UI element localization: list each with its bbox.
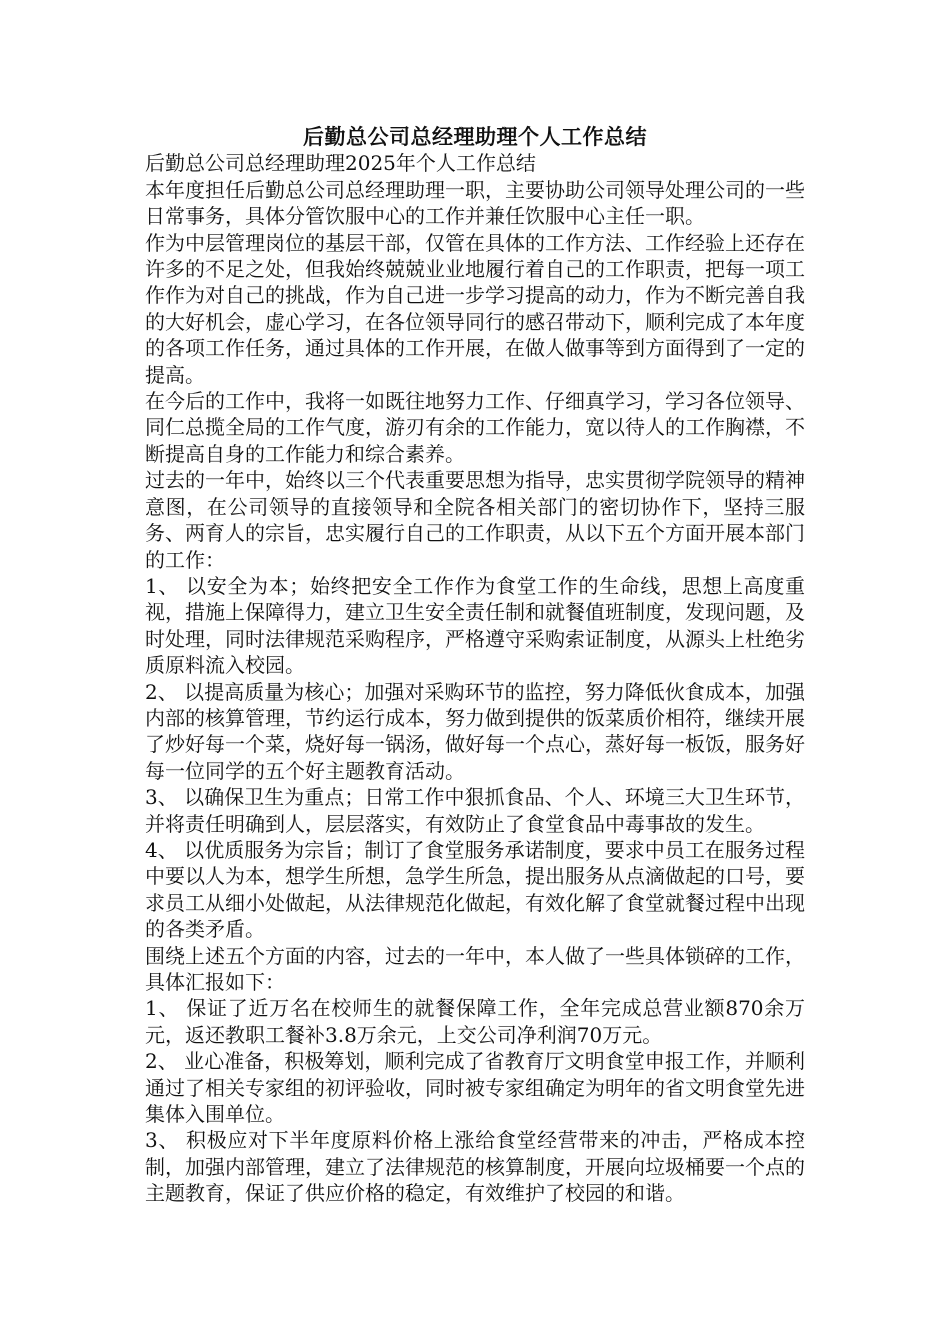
list-item-hygiene: 3、 以确保卫生为重点；日常工作中狠抓食品、个人、环境三大卫生环节，并将责任明确到人，层层落实，有效防止了食堂食品中毒事故的发生。 [145,785,805,836]
document-body [145,124,805,1207]
report-item-cost-control: 3、 积极应对下半年度原料价格上涨给食堂经营带来的冲击，严格成本控制，加强内部管理，建立了法律规范的核算制度，开展向垃圾桶要一个点的主题教育，保证了供应价格的稳定，有效维护了校园的和谐。 [145,1128,805,1206]
paragraph-intro: 本年度担任后勤总公司总经理助理一职，主要协助公司领导处理公司的一些日常事务，具体分管饮服中心的工作并兼任饮服中心主任一职。 [145,177,805,229]
list-item-safety: 1、 以安全为本；始终把安全工作作为食堂工作的生命线，思想上高度重视，措施上保障得力，建立卫生安全责任制和就餐值班制度，发现问题，及时处理，同时法律规范采购程序，严格遵守采购索证制度，从源头上杜绝劣质原料流入校园。 [145,573,805,678]
paragraph-self-assessment: 作为中层管理岗位的基层干部，仅管在具体的工作方法、工作经验上还存在许多的不足之处，但我始终兢兢业业地履行着自己的工作职责，把每一项工作作为对自己的挑战，作为自己进一步学习提高的动力，作为不断完善自我的大好机会，虚心学习，在各位领导同行的感召带动下，顺利完成了本年度的各项工作任务，通过具体的工作开展，在做人做事等到方面得到了一定的提高。 [145,230,805,387]
paragraph-report-intro: 围绕上述五个方面的内容，过去的一年中，本人做了一些具体锁碎的工作，具体汇报如下： [145,943,805,994]
paragraph-guiding-principles: 过去的一年中，始终以三个代表重要思想为指导，忠实贯彻学院领导的精神意图，在公司领导的直接领导和全院各相关部门的密切协作下，坚持三服务、两育人的宗旨，忠实履行自己的工作职责，从以下五个方面开展本部门的工作： [145,468,805,572]
report-item-civilized-canteen: 2、 业心准备，积极筹划，顺利完成了省教育厅文明食堂申报工作，并顺利通过了相关专家组的初评验收，同时被专家组确定为明年的省文明食堂先进集体入围单位。 [145,1049,805,1127]
list-item-quality: 2、 以提高质量为核心；加强对采购环节的监控，努力降低伙食成本，加强内部的核算管理，节约运行成本，努力做到提供的饭菜质价相符，继续开展了炒好每一个菜，烧好每一锅汤，做好每一个点心，蒸好每一板饭，服务好每一位同学的五个好主题教育活动。 [145,679,805,783]
paragraph-future-plan: 在今后的工作中，我将一如既往地努力工作、仔细真学习，学习各位领导、同仁总揽全局的工作气度，游刃有余的工作能力，宽以待人的工作胸襟，不断提高自身的工作能力和综合素养。 [145,389,805,466]
document-subtitle: 后勤总公司总经理助理2025年个人工作总结 [145,151,536,176]
report-item-catering: 1、 保证了近万名在校师生的就餐保障工作，全年完成总营业额870余万元，返还教职工餐补3.8万余元，上交公司净利润70万元。 [145,996,805,1047]
list-item-service: 4、 以优质服务为宗旨；制订了食堂服务承诺制度，要求中员工在服务过程中要以人为本，想学生所想，急学生所急，提出服务从点滴做起的口号，要求员工从细小处做起，从法律规范化做起，有效化解了食堂就餐过程中出现的各类矛盾。 [145,837,805,942]
document-title: 后勤总公司总经理助理个人工作总结 [303,124,647,149]
